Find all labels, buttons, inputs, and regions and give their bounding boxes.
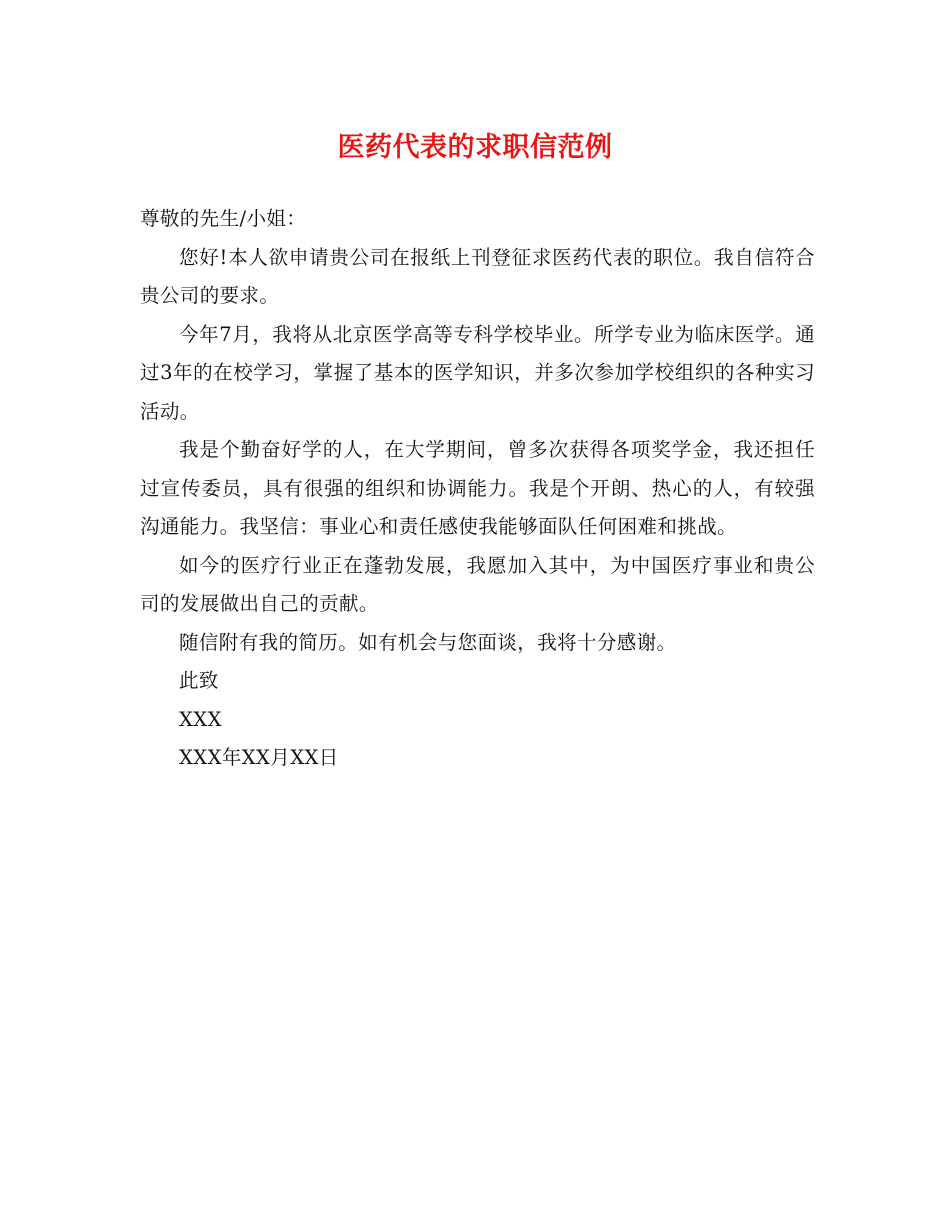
letter-paragraph: 如今的医疗行业正在蓬勃发展，我愿加入其中，为中国医疗事业和贵公司的发展做出自己的贡献。 [140, 553, 815, 615]
letter-paragraph: 今年7月，我将从北京医学高等专科学校毕业。所学专业为临床医学。通过3年的在校学习，掌握了基本的医学知识，并多次参加学校组织的各种实习活动。 [140, 322, 815, 423]
letter-closing: 此致 [179, 669, 219, 692]
letter-body [140, 200, 815, 778]
document-title: 医药代表的求职信范例 [337, 132, 613, 163]
letter-paragraph: 您好!本人欲申请贵公司在报纸上刊登征求医药代表的职位。我自信符合贵公司的要求。 [140, 245, 815, 307]
letter-salutation: 尊敬的先生/小姐： [140, 207, 307, 230]
letter-paragraph: 随信附有我的简历。如有机会与您面谈，我将十分感谢。 [179, 630, 677, 654]
letter-signature: XXX [179, 707, 222, 731]
letter-paragraph: 我是个勤奋好学的人，在大学期间，曾多次获得各项奖学金，我还担任过宣传委员，具有很强的组织和协调能力。我是个开朗、热心的人，有较强沟通能力。我坚信：事业心和责任感使我能够面队任何困难和挑战。 [140, 438, 815, 538]
letter-date: XXX年XX月XX日 [179, 746, 339, 769]
